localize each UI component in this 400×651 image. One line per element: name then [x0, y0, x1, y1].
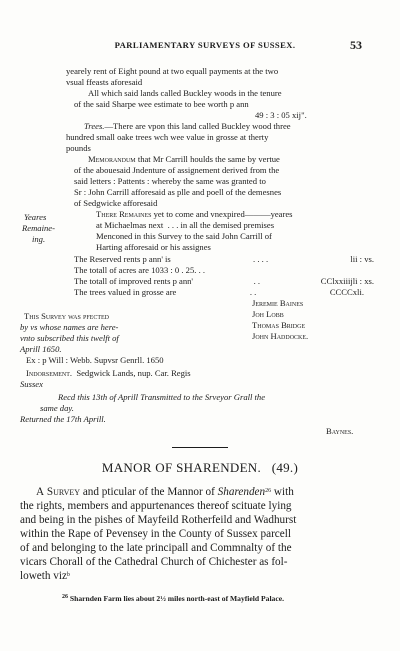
- total-dots: . .: [253, 276, 261, 286]
- total-value: lii : vs.: [350, 254, 374, 264]
- body-line: of the abouesaid Jndenture of assignement derived from the: [74, 165, 280, 175]
- total-label: The totall of acres are 1033 : 0 . 25.: [74, 265, 197, 275]
- survey-label: Survey: [46, 486, 81, 498]
- signature: Joh Lobb: [252, 309, 284, 319]
- survey-text: and pticular of the Mannor of: [82, 486, 215, 498]
- footnote-text: Sharnden Farm lies about 2½ miles north-east of Mayfield Palace.: [69, 594, 284, 603]
- manor-name: Sharenden: [217, 486, 266, 498]
- remains-text: . . . in all the demised premises: [167, 220, 275, 230]
- memo-text: that Mr Carrill houlds the same by vertue: [137, 154, 280, 164]
- trees-label: Trees.: [84, 121, 105, 131]
- completion-note-text: This Survey was pfected: [24, 311, 109, 321]
- survey-line: [20, 570, 70, 584]
- survey-line: vicars Chorall of the Cathedral Church of Chichester as fol-: [20, 556, 288, 568]
- survey-text: loweth viz: [20, 570, 67, 582]
- memo-line: [88, 154, 280, 164]
- total-dots: . .: [198, 265, 206, 275]
- memo-label: Memorandum: [88, 154, 136, 164]
- survey-line: the rights, members and appurtenances thereof scituate lying: [20, 500, 292, 512]
- total-dots: . . . .: [253, 254, 269, 264]
- remains-text: yet to come and vnexpired———yeares: [153, 209, 293, 219]
- section-divider: [172, 447, 228, 448]
- signature: Thomas Bridge: [252, 320, 306, 330]
- endorsement-text: Sedgwick Lands, nup. Car. Regis: [76, 368, 191, 378]
- survey-line: and being in the pishes of Mayfeild Rotherfeild and Wadhurst: [20, 514, 297, 526]
- total-label: The Reserved rents p ann' is: [74, 254, 171, 264]
- completion-note: [24, 311, 109, 321]
- body-line: Sr : John Carrill afforesaid as plle and poell of the demesnes: [74, 187, 282, 197]
- total-value: CCCCxli.: [329, 287, 364, 297]
- margin-note: Remaine-: [22, 223, 55, 233]
- endorsement-line: [26, 368, 191, 378]
- total-dots: . .: [249, 287, 257, 297]
- total-row: [74, 287, 364, 297]
- body-line: vsual ffeasts aforesaid: [66, 77, 143, 87]
- total-row: [74, 265, 374, 275]
- section-number: (49.): [271, 460, 299, 475]
- section-heading: [0, 460, 400, 476]
- section-title: MANOR OF SHARENDEN.: [101, 460, 262, 475]
- endorsement-signature: Baynes.: [326, 426, 354, 436]
- total-row: [74, 254, 374, 264]
- footnote-ref: 26: [265, 488, 272, 494]
- valuation-figure: 49 : 3 : 05 xij".: [255, 110, 307, 120]
- survey-line: of and belonging to the late principall and Commnalty of the: [20, 542, 292, 554]
- margin-note: Yeares: [24, 212, 47, 222]
- completion-note: Aprill 1650.: [20, 344, 62, 354]
- body-line: said letters : Pattents : whereby the same was granted to: [74, 176, 266, 186]
- margin-note: ing.: [32, 234, 46, 244]
- running-header: [0, 40, 400, 54]
- total-value: CClxxiiijli : xs.: [320, 276, 374, 286]
- body-line: of the said Sharpe wee estimate to bee worth p ann: [74, 99, 249, 109]
- body-line: All which said lands called Buckley woods in the tenure: [88, 88, 282, 98]
- total-label: The trees valued in grosse are: [74, 287, 177, 297]
- remains-line: [96, 220, 374, 230]
- remains-line: [96, 209, 293, 219]
- body-line: Menconed in this Survey to the said John Carrill of: [96, 231, 272, 241]
- header-title: PARLIAMENTARY SURVEYS OF SUSSEX.: [114, 40, 296, 50]
- total-label: The totall of improved rents p ann': [74, 276, 193, 286]
- survey-text: A: [36, 486, 45, 498]
- trees-text: —There are vpon this land called Buckley wood three: [104, 121, 291, 131]
- total-row: [74, 276, 374, 286]
- footnote-marker: 26: [62, 594, 68, 600]
- completion-note: vnto subscribed this twelft of: [20, 333, 119, 343]
- page-number: 53: [350, 38, 362, 52]
- remains-label: There Remaines: [96, 209, 152, 219]
- endorsement-label: Indorsement.: [26, 368, 73, 378]
- examination-note: Ex : p Will : Webb. Supvsr Genrll. 1650: [26, 355, 164, 365]
- body-line: Harting afforesaid or his assignes: [96, 242, 211, 252]
- body-line: pounds: [66, 143, 91, 153]
- body-line: hundred small oake trees wch wee value in grosse at therty: [66, 132, 269, 142]
- survey-line: [36, 486, 294, 500]
- footnote-ref: b: [66, 572, 70, 578]
- survey-text: with: [273, 486, 294, 498]
- completion-note: by vs whose names are here-: [20, 322, 119, 332]
- remains-text: at Michaelmas next: [96, 220, 164, 230]
- body-line: yearely rent of Eight pound at two equall payments at the two: [66, 66, 279, 76]
- signature: Jeremie Baines: [252, 298, 304, 308]
- endorsement-returned: Returned the 17th Aprill.: [20, 414, 106, 424]
- survey-line: within the Rape of Pevensey in the County of Sussex parcell: [20, 528, 291, 540]
- endorsement-county: Sussex: [20, 379, 43, 389]
- endorsement-received: same day.: [40, 403, 74, 413]
- footnote: [62, 594, 284, 603]
- endorsement-received: Recd this 13th of Aprill Transmitted to the Srveyor Grall the: [58, 392, 266, 402]
- signature: John Haddocke.: [252, 331, 309, 341]
- trees-line: [84, 121, 291, 131]
- body-line: of Sedgwicke afforesaid: [74, 198, 158, 208]
